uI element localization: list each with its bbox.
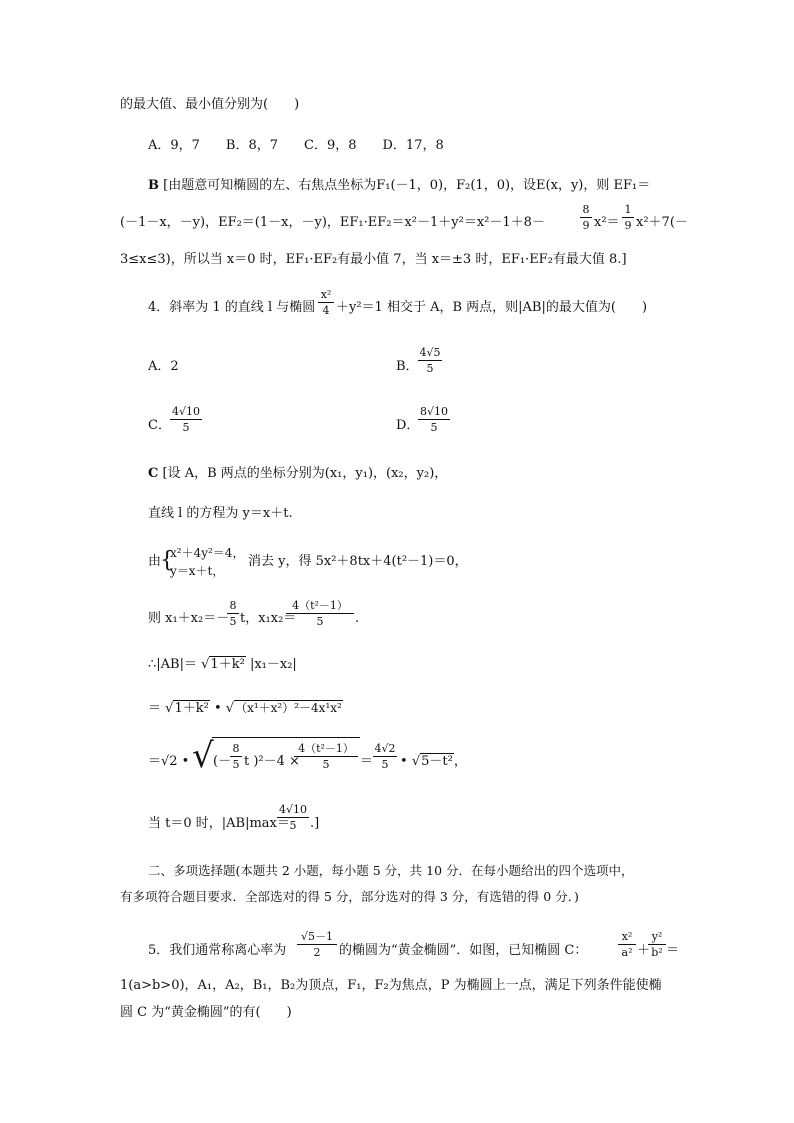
q4-option-c-label: C． xyxy=(148,418,171,433)
q4-option-d-value: 8√10 5 xyxy=(419,405,448,434)
q4-final-end: .] xyxy=(310,816,320,831)
q4-ab-line1: ∴|AB|＝ √1＋k² |x₁－x₂| xyxy=(148,657,297,672)
q4-solution-line1 xyxy=(148,464,447,484)
q5-stem-line3: 圆 C 为“黄金椭圆”的有( ) xyxy=(120,1005,292,1020)
q4-stem-b: ＋y²＝1 相交于 A，B 两点，则|AB|的最大值为( ) xyxy=(336,300,648,315)
q4-system-prefix: 由 xyxy=(148,554,162,569)
q4-vieta-end: . xyxy=(355,611,360,626)
q5-frac-x2-a2: x² a² xyxy=(618,930,636,959)
q4-ab1-sqrt: 1＋k² xyxy=(210,657,245,672)
q4-ab3-frac3: 4√2 5 xyxy=(374,742,396,771)
q3-solution-text1: [由题意可知椭圆的左、右焦点坐标为F₁(－1，0)，F₂(1，0)，设E(x，y)，则 EF₁＝ xyxy=(163,178,651,193)
q3-solution-line2b: x²＝ xyxy=(594,215,620,230)
q4-option-d-label: D． xyxy=(396,418,420,433)
q4-ab2-a: ＝ xyxy=(148,701,162,716)
q4-answer-letter: C xyxy=(148,466,159,481)
q3-solution-line1 xyxy=(148,176,650,196)
q4-ab3-end: ， xyxy=(453,754,467,769)
q3-solution-line2c: x²＋7(－ xyxy=(636,215,688,230)
section2-heading-line2: 有多项符合题目要求．全部选对的得 5 分，部分选对的得 3 分，有选错的得 0 分．) xyxy=(120,889,579,904)
q4-ab3-a: ＝√2 • xyxy=(148,754,190,769)
q5-stem-a: 5．我们通常称离心率为 xyxy=(148,943,287,958)
q4-final-a: 当 t＝0 时，|AB|max＝ xyxy=(148,816,290,831)
q3-frac-1-9: 1 9 xyxy=(622,203,634,232)
q4-ab3-frac1: 8 5 xyxy=(230,742,242,771)
left-brace-icon: { xyxy=(160,548,174,573)
q3-answer-letter: B xyxy=(148,178,159,193)
radical-overline xyxy=(212,737,360,738)
q4-system-eq2: y＝x＋t， xyxy=(170,564,225,578)
q4-option-b-label: B． xyxy=(396,359,419,374)
q4-system-eq1: x²＋4y²＝4， xyxy=(170,546,245,560)
q4-ab3-tail: • √5－t²， xyxy=(400,754,467,769)
q4-ab-line2: ＝ √1＋k² • √（x¹＋x²）²－4x¹x² xyxy=(148,701,342,716)
q4-solution-line2: 直线 l 的方程为 y＝x＋t. xyxy=(148,506,293,521)
q4-option-c-value: 4√10 5 xyxy=(171,405,200,434)
q4-stem-frac: x² 4 xyxy=(318,288,334,317)
q5-stem-line2: 1(a>b>0)，A₁，A₂，B₁，B₂为顶点，F₁，F₂为焦点，P 为椭圆上一点，满足下列条件能使椭 xyxy=(120,978,662,993)
q4-system-rest: 消去 y，得 5x²＋8tx＋4(t²－1)＝0， xyxy=(248,554,468,569)
q5-frac-y2-b2: y² b² xyxy=(648,930,666,959)
radical-icon: √ xyxy=(192,736,214,776)
q4-ab2-dot: • xyxy=(213,701,222,716)
q4-ab3-tail-sqrt: 5－t² xyxy=(421,754,453,769)
q5-stem-b: 的椭圆为“黄金椭圆”．如图，已知椭圆 C： xyxy=(339,943,588,958)
q5-eq: ＝ xyxy=(666,943,680,958)
q4-vieta-frac2: 4（t²－1） 5 xyxy=(286,599,354,628)
q5-frac-golden: √5－1 2 xyxy=(297,930,337,959)
q4-solution-text1: [设 A，B 两点的坐标分别为(x₁，y₁)，(x₂，y₂)， xyxy=(162,466,448,481)
section2-heading-line1: 二、多项选择题(本题共 2 小题，每小题 5 分，共 10 分．在每小题给出的四个选项中， xyxy=(148,863,634,878)
q3-solution-line3: 3≤x≤3)，所以当 x＝0 时，EF₁·EF₂有最小值 7，当 x＝±3 时，EF₁·EF₂有最大值 8.] xyxy=(120,252,627,267)
q3-stem-continuation: 的最大值、最小值分别为( ) xyxy=(120,97,300,112)
q3-frac-8-9: 8 9 xyxy=(580,203,592,232)
q4-ab3-eq: ＝ xyxy=(360,754,374,769)
q4-vieta-a: 则 x₁＋x₂＝－ xyxy=(148,611,230,626)
q3-options: A．9，7 B．8，7 C．9，8 D．17，8 xyxy=(148,138,444,153)
q4-option-a: A．2 xyxy=(148,359,179,374)
q4-vieta-frac1: 8 5 xyxy=(227,599,239,628)
q4-vieta-b: t，x₁x₂＝ xyxy=(240,611,297,626)
q4-ab3-frac2: 4（t²－1） 5 xyxy=(294,742,358,771)
q3-solution-line2a: (－1－x，－y)，EF₂＝(1－x，－y)，EF₁·EF₂＝x²－1＋y²＝x²－1＋8－ xyxy=(120,215,545,230)
q4-ab1-a: ∴|AB|＝ xyxy=(148,657,197,672)
q5-plus: ＋ xyxy=(637,943,651,958)
q4-ab2-sqrt1: 1＋k² xyxy=(174,701,209,716)
q4-option-b-value: 4√5 5 xyxy=(419,346,441,375)
q4-ab3-inner: (－ xyxy=(213,754,232,769)
q4-final-frac: 4√10 5 xyxy=(278,803,307,832)
q4-ab3-inner-b: t )²－4 × xyxy=(244,754,300,769)
q4-stem-a: 4．斜率为 1 的直线 l 与椭圆 xyxy=(148,300,316,315)
q4-ab1-b: |x₁－x₂| xyxy=(249,657,297,672)
q4-ab2-sqrt2: （x¹＋x²）²－4x¹x² xyxy=(235,701,342,715)
q4-ab3-tail-dot: • xyxy=(400,754,408,769)
